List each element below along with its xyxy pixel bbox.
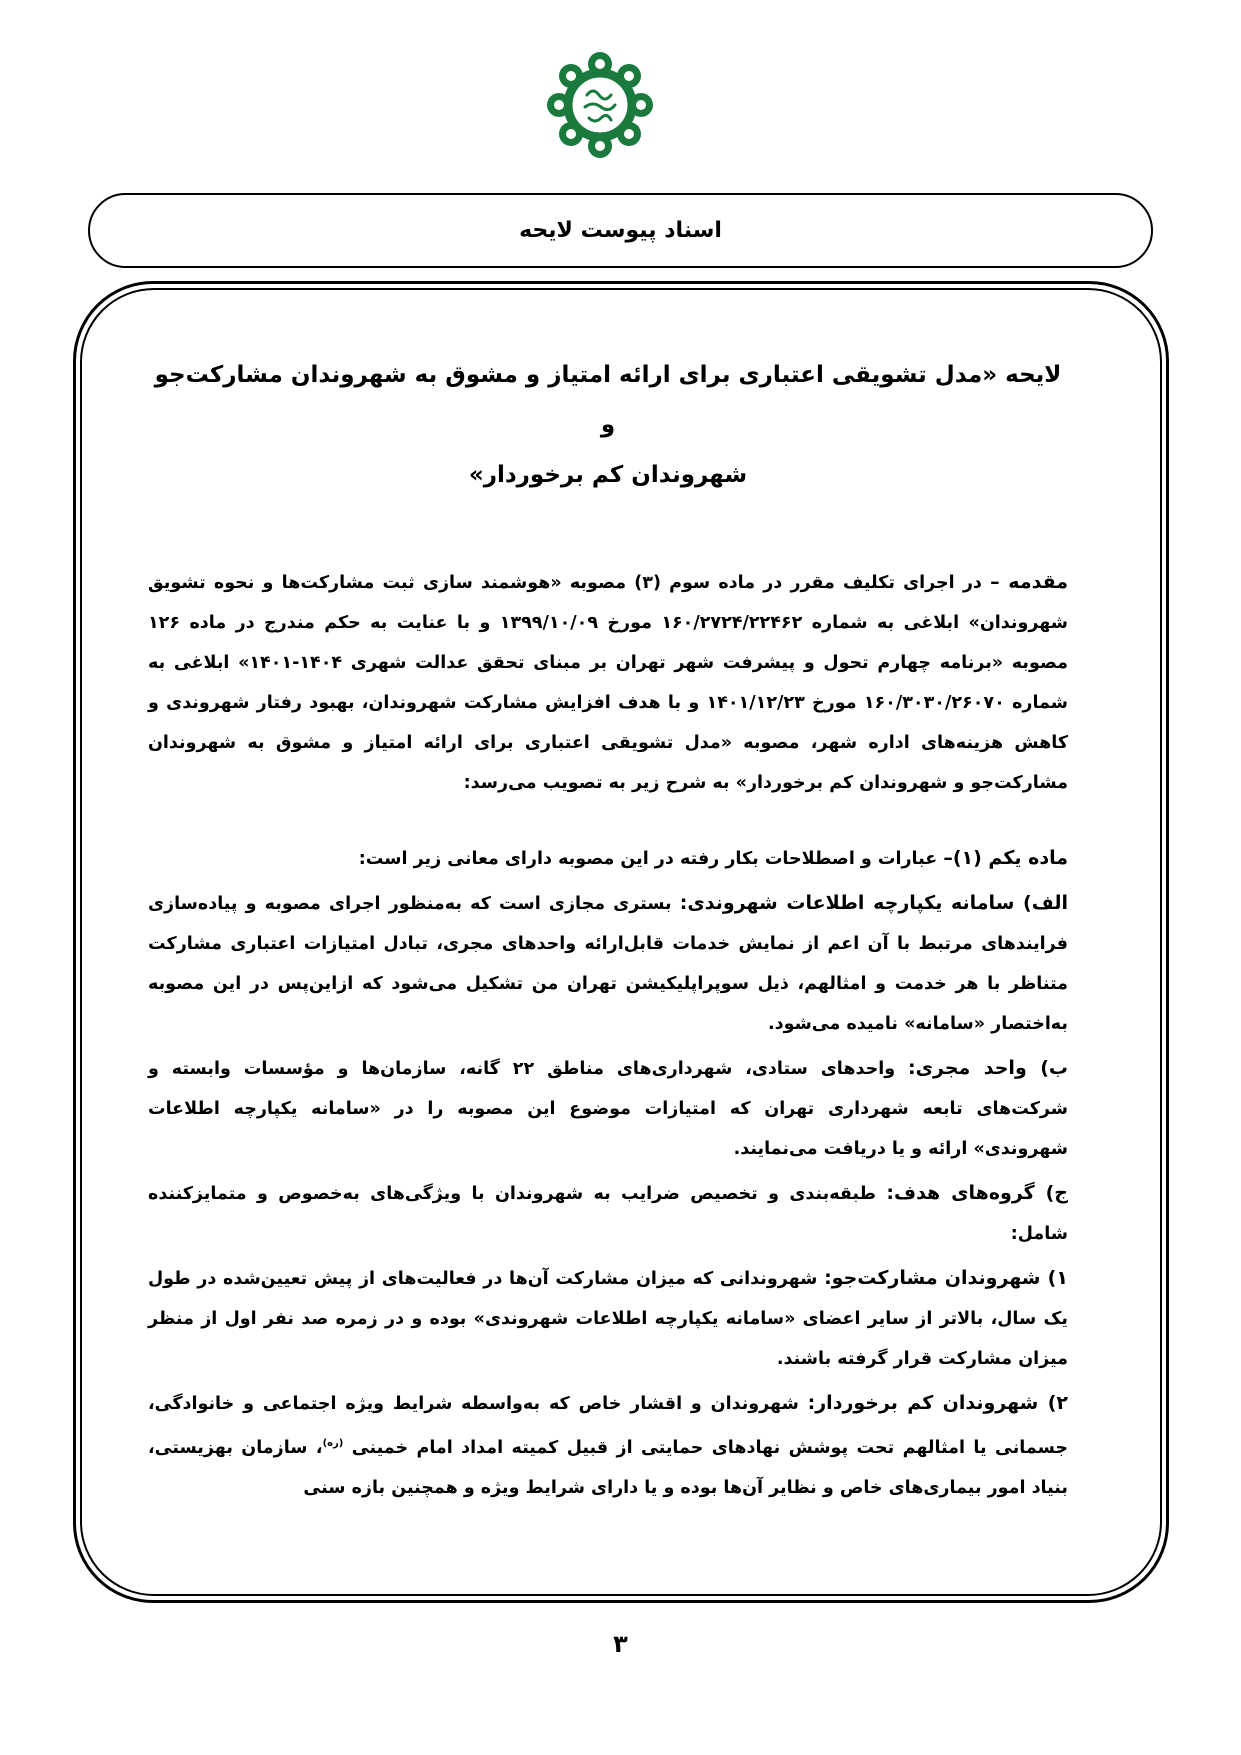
intro-paragraph [148, 562, 1068, 803]
document-title-line-1: لایحه «مدل تشویقی اعتباری برای ارائه امتیاز و مشوق به شهروندان مشارکت‌جو و [154, 362, 1062, 438]
article-1-lead: ماده یکم (۱)– [943, 847, 1068, 869]
definition-item [148, 1048, 1068, 1169]
definition-item [148, 1383, 1068, 1508]
article-1-heading [148, 838, 1068, 879]
article-1-text: عبارات و اصطلاحات بکار رفته در این مصوبه دارای معانی زیر است: [358, 849, 944, 869]
definition-lead: ج) گروه‌های هدف: [886, 1182, 1068, 1204]
document-body [148, 350, 1068, 1512]
header-title: اسناد پیوست لایحه [519, 218, 722, 243]
intro-text: در اجرای تکلیف مقرر در ماده سوم (۳) مصوبه «هوشمند سازی ثبت مشارکت‌ها و نحوه تشویق شهروندان» ابلاغی به شماره ۱۶۰/۲۷۲۴/۲۲۴۶۲ مورخ ۱۳۹۹/۱۰/۰۹ و با عنایت به حکم مندرج در ماده ۱۲۶ مصوبه «برنامه چهارم تحول و پیشرفت شهر تهران بر مبنای تحقق عدالت شهری ۱۴۰۴-۱۴۰۱» ابلاغی به شماره ۱۶۰/۳۰۳۰/۲۶۰۷۰ مورخ ۱۴۰۱/۱۲/۲۳ و با هدف افزایش مشارکت شهروندان، بهبود رفتار شهروندی و کاهش هزینه‌های اداره شهر، مصوبه «مدل تشویقی اعتباری برای ارائه امتیاز و مشوق به شهروندان مشارکت‌جو و شهروندان کم برخوردار» به شرح زیر به تصویب می‌رسد: [148, 573, 1068, 793]
document-title-line-2: شهروندان کم برخوردار» [468, 462, 748, 488]
header-banner [88, 193, 1153, 268]
definition-item [148, 883, 1068, 1044]
definition-text: واحدهای ستادی، شهرداری‌های مناطق ۲۲ گانه، سازمان‌ها و مؤسسات وابسته و شرکت‌های تابعه شهرداری تهران که امتیازات موضوع این مصوبه را در «سامانه یکپارچه اطلاعات شهروندی» ارائه و یا دریافت می‌نمایند. [148, 1059, 1068, 1159]
definition-lead: ۲) شهروندان کم برخوردار: [807, 1392, 1068, 1414]
definition-text: شهروندان و اقشار خاص که به‌واسطه شرایط ویژه اجتماعی و خانوادگی، جسمانی یا امثالهم تحت پوشش نهادهای حمایتی از قبیل کمیته امداد امام خمینی [148, 1394, 1068, 1458]
spacer [148, 803, 1068, 838]
definition-item [148, 1258, 1068, 1379]
definition-text-continued: ، سازمان بهزیستی، بنیاد امور بیماری‌های خاص و نظایر آن‌ها بوده و یا دارای شرایط ویژه و همچنین بازه سنی [148, 1437, 1068, 1498]
definition-lead: ۱) شهروندان مشارکت‌جو: [824, 1267, 1068, 1289]
definition-text: طبقه‌بندی و تخصیص ضرایب به شهروندان با ویژگی‌های به‌خصوص و متمایزکننده شامل: [148, 1184, 1068, 1244]
tehran-municipality-logo-icon [545, 50, 655, 160]
definition-text: بستری مجازی است که به‌منظور اجرای مصوبه و پیاده‌سازی فرایندهای مرتبط با آن اعم از نمایش خدمات قابل‌ارائه واحدهای مجری، تبادل امتیازات اعتباری مشارکت متناظر با هر خدمت و امثالهم، ذیل سوپراپلیکیشن تهران من تشکیل می‌شود که ازاین‌پس در این مصوبه به‌اختصار «سامانه» نامیده می‌شود. [148, 894, 1068, 1034]
definition-lead: الف) سامانه یکپارچه اطلاعات شهروندی: [679, 892, 1068, 914]
honorific-superscript: (ره) [322, 1438, 344, 1449]
definition-item [148, 1173, 1068, 1254]
page-number: ۳ [613, 1630, 628, 1658]
intro-lead: مقدمه – [990, 571, 1069, 593]
definition-lead: ب) واحد مجری: [908, 1057, 1068, 1079]
document-title [148, 350, 1068, 500]
definition-text: شهروندانی که میزان مشارکت آن‌ها در فعالیت‌های از پیش تعیین‌شده در طول یک سال، بالاتر از سایر اعضای «سامانه یکپارچه اطلاعات شهروندی» بوده و در زمره صد نفر اول از منظر میزان مشارکت قرار گرفته باشند. [148, 1269, 1068, 1369]
